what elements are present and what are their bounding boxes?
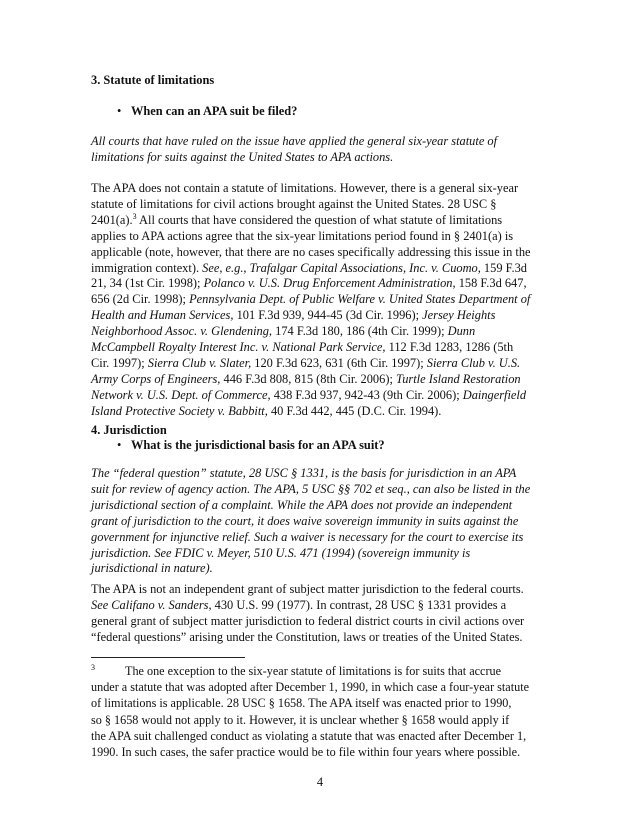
summary-line: All courts that have ruled on the issue have applied the general six-year statute of: [91, 134, 498, 148]
case-citation-text: McCampbell Royalty Interest Inc. v. National Park Service,: [91, 340, 386, 355]
footnote-reference: 3: [132, 211, 137, 221]
body-line: [91, 213, 549, 229]
body-text: immigration context).: [91, 260, 203, 275]
body-text: Cir. 1997);: [91, 355, 148, 370]
footnote-marker: 3: [91, 663, 95, 672]
body-text: All courts that have considered the question of what statute of limitations: [136, 212, 503, 227]
case-citation-text: Sierra Club v. U.S.: [426, 355, 521, 370]
body-line: [91, 197, 549, 213]
body-line: [91, 614, 549, 630]
case-citation-text: See Califano v. Sanders,: [91, 597, 212, 612]
summary-line: limitations for suits against the United States to APA actions.: [91, 149, 394, 164]
section3-summary: [91, 134, 549, 166]
body-line: [91, 372, 549, 388]
section4-summary: [91, 466, 549, 577]
case-citation-text: Island Protective Society v. Babbitt,: [91, 403, 268, 418]
summary-line: suit for review of agency action. The APA, 5 USC §§ 702 et seq., can also be listed in the: [91, 481, 531, 496]
case-citation-text: Daingerfield: [462, 387, 527, 402]
section4-body: [91, 582, 549, 646]
case-citation-text: Army Corps of Engineers,: [91, 371, 221, 386]
summary-line: grant of jurisdiction to the court, it does waive sovereign immunity in suits against the: [91, 513, 519, 528]
case-citation-text: Sierra Club v. Slater,: [147, 355, 252, 370]
summary-line: government for injunctive relief. Such a waiver is necessary for the court to exercise its: [91, 529, 524, 544]
case-citation-text: Neighborhood Assoc. v. Glendening,: [91, 324, 273, 339]
body-text: 430 U.S. 99 (1977). In contrast, 28 USC § 1331 provides a: [211, 597, 507, 612]
body-line: [91, 181, 549, 197]
body-text: applies to APA actions agree that the six-year limitations period found in § 2401(a) is: [91, 228, 514, 243]
footnote-line: of limitations is applicable. 28 USC § 1658. The APA itself was enacted prior to 1990,: [91, 696, 512, 711]
case-citation-text: Jersey Heights: [422, 308, 496, 323]
footnote-line-text: The one exception to the six-year statute of limitations is for suits that accrue: [125, 664, 502, 678]
body-text: 21, 34 (1st Cir. 1998);: [91, 276, 204, 291]
body-line: [91, 261, 549, 277]
body-line: [91, 356, 549, 372]
section-heading-statute-of-limitations: 3. Statute of limitations: [91, 73, 215, 87]
page-number: 4: [316, 775, 324, 789]
body-text: statute of limitations for civil actions brought against the United States. 28 USC §: [91, 196, 497, 211]
footnote-line: 1990. In such cases, the safer practice would be to file within four years where possible.: [91, 745, 521, 760]
footnote-line: [91, 663, 549, 679]
body-line: [91, 308, 549, 324]
summary-line: jurisdictional in nature).: [91, 561, 213, 576]
footnote-line: the APA suit challenged conduct as violating a statute that was enacted after December 1,: [91, 728, 527, 743]
body-text: applicable (note, however, that there are no cases specifically addressing this issue in the: [91, 244, 531, 259]
summary-line: jurisdiction. See FDIC v. Meyer, 510 U.S. 471 (1994) (sovereign immunity is: [91, 545, 471, 560]
section-heading-jurisdiction: 4. Jurisdiction: [91, 423, 167, 437]
case-citation-text: Dunn: [447, 324, 476, 339]
body-line: [91, 630, 549, 646]
body-text: 446 F.3d 808, 815 (8th Cir. 2006);: [220, 371, 396, 386]
body-line: [91, 276, 549, 292]
body-line: [91, 340, 549, 356]
body-text: 438 F.3d 937, 942-43 (9th Cir. 2006);: [270, 387, 463, 402]
body-text: general grant of subject matter jurisdiction to federal district courts in civil actions over: [91, 613, 525, 628]
bullet-question-text: What is the jurisdictional basis for an APA suit?: [131, 438, 385, 452]
body-text: 2401(a).: [91, 212, 133, 227]
case-citation-text: Network v. U.S. Dept. of Commerce,: [91, 387, 271, 402]
body-line: [91, 245, 549, 261]
body-text: 101 F.3d 939, 944-45 (3d Cir. 1996);: [233, 308, 423, 323]
body-text: 112 F.3d 1283, 1286 (5th: [385, 340, 514, 355]
bullet-icon: •: [117, 104, 122, 118]
bullet-icon: •: [117, 438, 122, 452]
footnote-line: under a statute that was adopted after December 1, 1990, in which case a four-year statute: [91, 680, 529, 695]
body-text: 159 F.3d: [480, 260, 527, 275]
body-line: [91, 324, 549, 340]
footnote-line: so § 1658 would not apply to it. However, it is unclear whether § 1658 would apply if: [91, 712, 510, 727]
footnote-divider: [91, 657, 245, 658]
case-citation-text: Turtle Island Restoration: [396, 371, 521, 386]
summary-line: jurisdictional section of a complaint. While the APA does not provide an independent: [91, 497, 513, 512]
case-citation-text: Pennsylvania Dept. of Public Welfare v. United States Department of: [189, 292, 531, 307]
body-text: “federal questions” arising under the Constitution, laws or treaties of the United States.: [91, 629, 523, 644]
body-text: 40 F.3d 442, 445 (D.C. Cir. 1994).: [267, 403, 442, 418]
bullet-question-text: When can an APA suit be filed?: [131, 104, 298, 118]
case-citation-text: Health and Human Services,: [91, 308, 234, 323]
body-line: [91, 292, 549, 308]
body-line: [91, 388, 549, 404]
body-line: [91, 229, 549, 245]
body-text: The APA does not contain a statute of limitations. However, there is a general six-year: [91, 181, 519, 195]
body-text: 656 (2d Cir. 1998);: [91, 292, 190, 307]
case-citation-text: See, e.g., Trafalgar Capital Associations, Inc. v. Cuomo,: [202, 260, 481, 275]
body-line: [91, 598, 549, 614]
case-citation-text: Polanco v. U.S. Drug Enforcement Administration,: [203, 276, 456, 291]
body-text: 174 F.3d 180, 186 (4th Cir. 1999);: [272, 324, 448, 339]
body-text: The APA is not an independent grant of subject matter jurisdiction to the federal courts.: [91, 582, 524, 596]
body-line: [91, 404, 549, 420]
footnote-3: [91, 663, 549, 760]
summary-line: The “federal question” statute, 28 USC § 1331, is the basis for jurisdiction in an APA: [91, 466, 517, 480]
body-line: [91, 582, 549, 598]
body-text: 120 F.3d 623, 631 (6th Cir. 1997);: [251, 355, 427, 370]
section3-body: [91, 181, 549, 420]
body-text: 158 F.3d 647,: [455, 276, 527, 291]
